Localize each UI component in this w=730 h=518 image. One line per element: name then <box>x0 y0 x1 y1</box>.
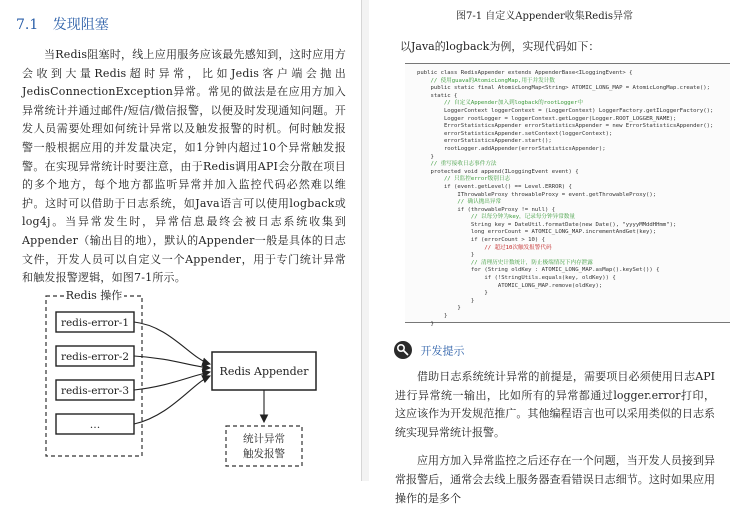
appender-diagram <box>40 280 340 480</box>
tip-heading <box>393 340 465 363</box>
code-line: errorStatisticsAppender.start(); <box>417 138 552 145</box>
error-label-3: redis-error-3 <box>60 385 130 397</box>
arrow-1 <box>134 322 210 364</box>
body-paragraph <box>22 46 346 288</box>
code-line: ErrorStatisticsAppender errorStatisticsAppender = new ErrorStatisticsAppender(); <box>417 123 714 130</box>
code-line: if (!StringUtils.equals(key, oldKey)) { <box>417 275 616 282</box>
code-line: if (errorCount > 10) { <box>417 237 545 244</box>
section-heading <box>16 14 109 34</box>
output-line-2: 触发报警 <box>243 448 285 460</box>
code-line: LoggerContext loggerContext = (LoggerContext) LoggerFactory.getILoggerFactory(); <box>417 107 714 114</box>
code-line: static { <box>417 92 458 99</box>
code-line: // 使用guava的AtomicLongMap,用于并发计数 <box>417 77 555 84</box>
left-page <box>0 0 361 481</box>
code-line: rootLogger.addAppender(errorStatisticsAppender); <box>417 145 606 152</box>
code-listing <box>405 63 730 327</box>
code-line: // 超过10次触发报警代码 <box>417 244 552 251</box>
code-block <box>417 70 730 328</box>
tip-paragraph-1: 借助日志系统统计异常的前提是，需要项目必须使用日志API进行异常统一输出，比如所有的异常都通过logger.error打印，这应该作为开发规范推广。其他编程语言也可以采用类似的日志系统实现异常统计报警。 <box>395 370 715 439</box>
code-line: } <box>417 313 448 319</box>
code-line: if (throwableProxy != null) { <box>417 206 556 213</box>
error-box-1 <box>56 312 134 332</box>
figure-caption: 图7-1 自定义Appender收集Redis异常 <box>456 11 633 22</box>
tip-icon <box>393 340 413 363</box>
right-page <box>369 0 720 505</box>
code-intro: 以Java的logback为例，实现代码如下： <box>400 40 600 53</box>
error-label-2: redis-error-2 <box>60 351 130 363</box>
code-line: String key = DateUtil.formatDate(new Date(), "yyyyMMddHHmm"); <box>417 221 677 228</box>
code-line: } <box>417 290 488 297</box>
code-line: if (event.getLevel() == Level.ERROR) { <box>417 183 572 190</box>
code-line: } <box>417 320 434 327</box>
code-line: } <box>417 297 475 304</box>
code-line: // 只监控error级别日志 <box>417 176 511 183</box>
arrow-4 <box>134 376 210 424</box>
code-line: ATOMIC_LONG_MAP.remove(oldKey); <box>417 282 603 289</box>
code-line: errorStatisticsAppender.setContext(loggerContext); <box>417 130 613 137</box>
tip-title: 开发提示 <box>420 344 465 358</box>
code-line: public class RedisAppender extends AppenderBase<ILoggingEvent> { <box>417 70 633 76</box>
code-line: // 清理历史计数统计，防止极端情况下内存泄露 <box>417 259 593 266</box>
output-box <box>226 426 302 466</box>
code-line: IThrowableProxy throwableProxy = event.getThrowableProxy(); <box>417 191 657 198</box>
code-line: protected void append(ILoggingEvent event) { <box>417 168 579 175</box>
error-box-more <box>56 414 134 434</box>
code-line: for (String oldKey : ATOMIC_LONG_MAP.asMap().keySet()) { <box>417 267 660 274</box>
tip-body <box>395 368 715 518</box>
group-label: Redis 操作 <box>65 289 123 302</box>
paragraph-text: 当Redis阻塞时，线上应用服务应该最先感知到，这时应用方会收到大量Redis超时异常，比如Jedis客户端会抛出JedisConnectionException异常。常见的做法是在应用方加入异常统计并通过邮件/短信/微信报警，以便及时发现通知问题。开发人员需要处理如何统计异常以及触发报警的时机。何时触发报警一般根据应用的并发量决定，如1分钟内超过10个异常触发报警。在实现异常统计时要注意，由于Redis调用API会分散在项目的多个地方，每个地方都监听异常并加入监控代码必然难以维护。这时可以借助于日志系统，如Java语言可以使用logback或log4j。当异常发生时，异常信息最终会被日志系统收集到Appender（输出目的地），默认的Appender一般是具体的日志文件，开发人员可以自定义一个Appender，用于专门统计异常和触发报警逻辑，如图7-1所示。 <box>22 48 346 285</box>
code-line: } <box>417 252 475 259</box>
section-number: 7.1 <box>16 17 39 33</box>
code-line: } <box>417 153 434 160</box>
error-label-more: … <box>89 419 101 431</box>
section-title: 发现阻塞 <box>52 17 109 33</box>
code-line: // 自定义Appender加入到logback的rootLogger中 <box>417 100 583 107</box>
code-line: // 确认抛出异常 <box>417 199 502 206</box>
redis-appender-label: Redis Appender <box>219 365 309 378</box>
code-line: } <box>417 305 461 312</box>
error-box-2 <box>56 346 134 366</box>
code-line: Logger rootLogger = loggerContext.getLogger(Logger.ROOT_LOGGER_NAME); <box>417 115 677 122</box>
arrow-3 <box>134 372 210 390</box>
code-line: public static final AtomicLongMap<String> ATOMIC_LONG_MAP = AtomicLongMap.create(); <box>417 85 710 92</box>
code-line: // 以每分钟为key，记录每分钟异常数量 <box>417 214 575 221</box>
error-box-3 <box>56 380 134 400</box>
tip-paragraph-2: 应用方加入异常监控之后还存在一个问题，当开发人员接到异常报警后，通常会去线上服务器查看错误日志细节。这时如果应用操作的是多个 <box>395 454 715 505</box>
code-line: long errorCount = ATOMIC_LONG_MAP.incrementAndGet(key); <box>417 229 657 236</box>
code-line: // 重写接收日志事件方法 <box>417 161 497 168</box>
output-line-1: 统计异常 <box>243 433 285 445</box>
error-label-1: redis-error-1 <box>60 317 130 329</box>
